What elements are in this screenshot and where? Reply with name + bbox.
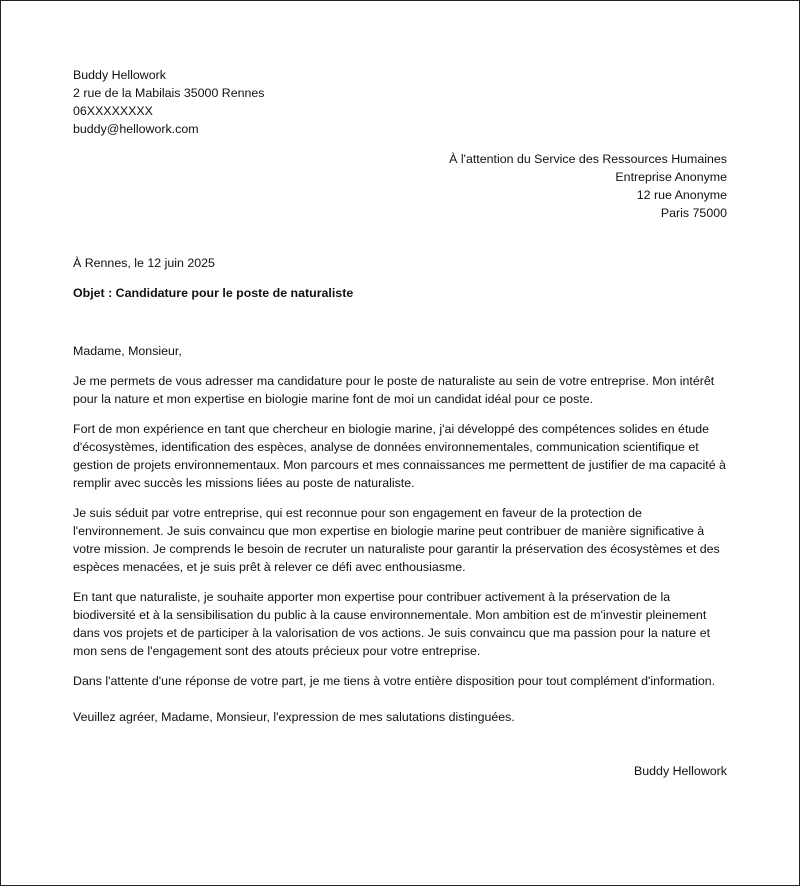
- recipient-street: 12 rue Anonyme: [636, 188, 727, 202]
- letter-subject: Objet : Candidature pour le poste de naturaliste: [73, 286, 354, 300]
- recipient-company: Entreprise Anonyme: [615, 170, 727, 184]
- paragraph-motivation: Je suis séduit par votre entreprise, qui est reconnue pour son engagement en faveur de la protection de l'environnement. Je suis convaincu que mon expertise en biologie marine peut contribuer de manière significative à votre mission. Je comprends le besoin de recruter un naturaliste pour garantir la préservation des écosystèmes et des espèces menacées, et je suis prêt à relever ce défi avec enthousiasme.: [73, 506, 720, 574]
- sender-address: 2 rue de la Mabilais 35000 Rennes: [73, 86, 265, 100]
- recipient-city: Paris 75000: [660, 206, 727, 220]
- paragraph-intro: Je me permets de vous adresser ma candidature pour le poste de naturaliste au sein de votre entreprise. Mon intérêt pour la nature et mon expertise en biologie marine font de moi un candidat idéal pour ce poste.: [73, 374, 715, 406]
- paragraph-availability: Dans l'attente d'une réponse de votre part, je me tiens à votre entière disposition pour tout complément d'information.: [73, 674, 716, 688]
- sender-email: buddy@hellowork.com: [73, 122, 199, 136]
- letter-salutation: Madame, Monsieur,: [73, 344, 182, 358]
- sender-block: [73, 66, 727, 138]
- recipient-block: [73, 150, 727, 222]
- letter-date: À Rennes, le 12 juin 2025: [73, 256, 215, 270]
- sender-name: Buddy Hellowork: [73, 68, 166, 82]
- letter-signature: Buddy Hellowork: [634, 764, 727, 778]
- paragraph-experience: Fort de mon expérience en tant que chercheur en biologie marine, j'ai développé des compétences solides en étude d'écosystèmes, identification des espèces, analyse de données environnementales, communication scientifique et gestion de projets environnementaux. Mon parcours et mes connaissances me permettent de justifier de ma capacité à remplir avec succès les missions liées au poste de naturaliste.: [73, 422, 726, 490]
- sender-phone: 06XXXXXXXX: [73, 104, 153, 118]
- recipient-attention: À l'attention du Service des Ressources Humaines: [449, 152, 727, 166]
- letter-closing: Veuillez agréer, Madame, Monsieur, l'expression de mes salutations distinguées.: [73, 710, 515, 724]
- paragraph-ambition: En tant que naturaliste, je souhaite apporter mon expertise pour contribuer activement à la préservation de la biodiversité et à la sensibilisation du public à la cause environnementale. Mon ambition est de m'investir pleinement dans vos projets et de participer à la valorisation de vos actions. Je suis convaincu que ma passion pour la nature et mon sens de l'engagement sont des atouts précieux pour votre entreprise.: [73, 590, 711, 658]
